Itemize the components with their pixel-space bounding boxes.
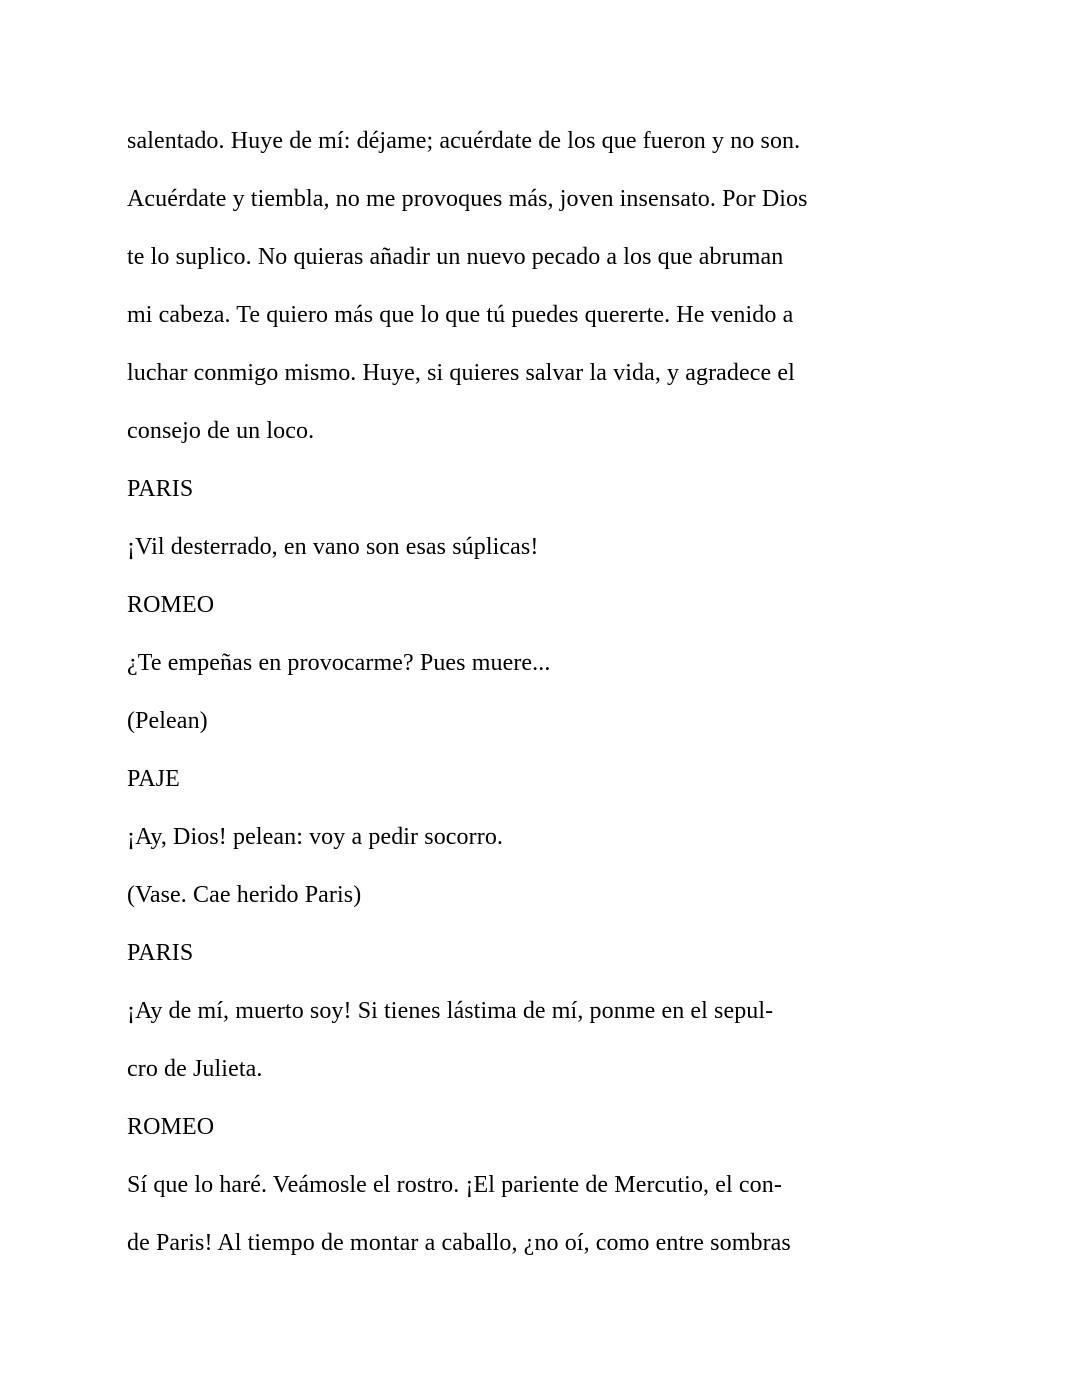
- dialogue-line: ¿Te empeñas en provocarme? Pues muere...: [127, 650, 551, 676]
- dialogue-line: salentado. Huye de mí: déjame; acuérdate de los que fueron y no son.: [127, 128, 801, 154]
- speaker-name-paris: PARIS: [127, 476, 194, 502]
- dialogue-line: cro de Julieta.: [127, 1056, 263, 1082]
- dialogue-line: Sí que lo haré. Veámosle el rostro. ¡El pariente de Mercutio, el con-: [127, 1172, 782, 1198]
- dialogue-line: mi cabeza. Te quiero más que lo que tú puedes quererte. He venido a: [127, 302, 794, 328]
- dialogue-line: ¡Vil desterrado, en vano son esas súplicas!: [127, 534, 539, 560]
- dialogue-line: de Paris! Al tiempo de montar a caballo, ¿no oí, como entre sombras: [127, 1230, 791, 1256]
- speaker-name-romeo: ROMEO: [127, 1114, 215, 1140]
- dialogue-line: te lo suplico. No quieras añadir un nuevo pecado a los que abruman: [127, 244, 784, 270]
- dialogue-line: consejo de un loco.: [127, 418, 315, 444]
- speaker-name-paje: PAJE: [127, 766, 180, 792]
- dialogue-line: luchar conmigo mismo. Huye, si quieres salvar la vida, y agradece el: [127, 360, 795, 386]
- dialogue-line: Acuérdate y tiembla, no me provoques más, joven insensato. Por Dios: [127, 186, 808, 212]
- speaker-name-romeo: ROMEO: [127, 592, 215, 618]
- stage-direction-line: (Pelean): [127, 708, 208, 734]
- dialogue-line: ¡Ay de mí, muerto soy! Si tienes lástima de mí, ponme en el sepul-: [127, 998, 774, 1024]
- speaker-name-paris: PARIS: [127, 940, 194, 966]
- stage-direction-line: (Vase. Cae herido Paris): [127, 882, 362, 908]
- dialogue-line: ¡Ay, Dios! pelean: voy a pedir socorro.: [127, 824, 504, 850]
